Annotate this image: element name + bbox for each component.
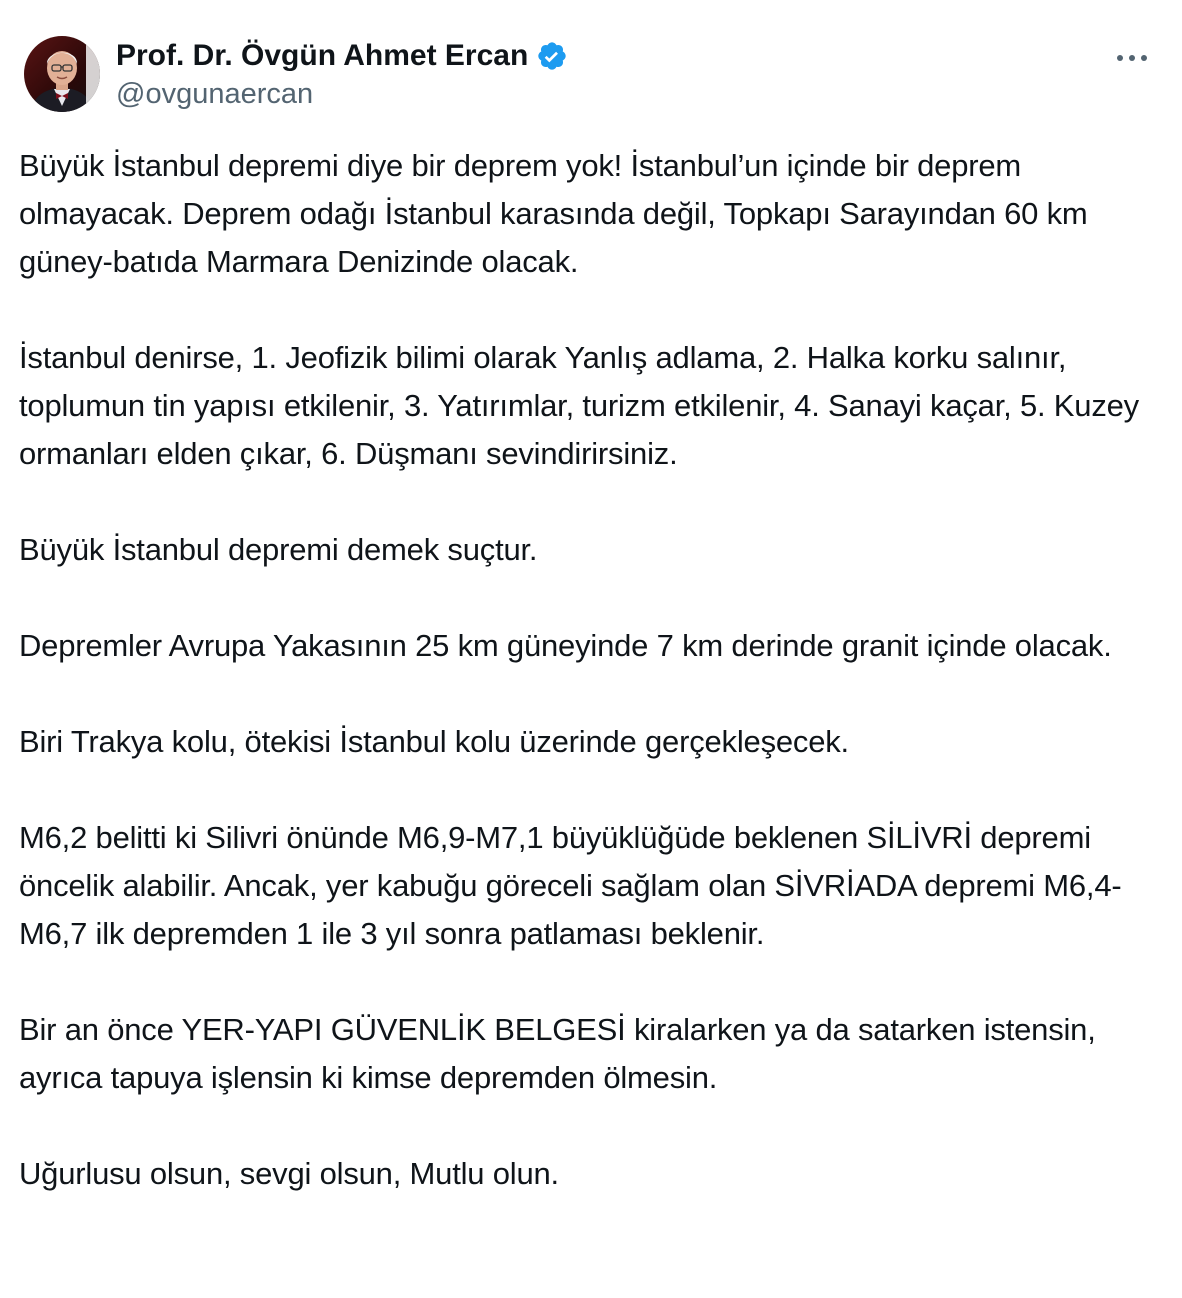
display-name[interactable]: Prof. Dr. Övgün Ahmet Ercan — [116, 39, 529, 72]
tweet-paragraph: Biri Trakya kolu, ötekisi İstanbul kolu üzerinde gerçekleşecek. — [19, 724, 849, 759]
avatar[interactable] — [24, 36, 100, 112]
verified-badge-icon[interactable] — [536, 40, 568, 72]
avatar-image — [24, 36, 100, 112]
display-name-row — [116, 38, 568, 74]
tweet-paragraph: Depremler Avrupa Yakasının 25 km güneyinde 7 km derinde granit içinde olacak. — [19, 628, 1112, 663]
author-names — [116, 38, 568, 111]
author-handle[interactable]: @ovgunaercan — [116, 78, 314, 110]
tweet-header — [22, 34, 1162, 120]
tweet-paragraph: M6,2 belitti ki Silivri önünde M6,9-M7,1 büyüklüğüde beklenen SİLİVRİ depremi öncelik alabilir. Ancak, yer kabuğu göreceli sağlam olan SİVRİADA depremi M6,4-M6,7 ilk depremden 1 ile 3 yıl sonra patlaması beklenir. — [19, 820, 1122, 951]
tweet-paragraph: İstanbul denirse, 1. Jeofizik bilimi olarak Yanlış adlama, 2. Halka korku salınır, toplumun tin yapısı etkilenir, 3. Yatırımlar, turizm etkilenir, 4. Sanayi kaçar, 5. Kuzey ormanları elden çıkar, 6. Düşmanı sevindirirsiniz. — [19, 340, 1139, 471]
tweet-text — [19, 142, 1169, 1198]
more-options-icon[interactable] — [1110, 40, 1154, 76]
tweet-paragraph: Büyük İstanbul depremi demek suçtur. — [19, 532, 538, 567]
tweet-paragraph: Bir an önce YER-YAPI GÜVENLİK BELGESİ kiralarken ya da satarken istensin, ayrıca tapuya işlensin ki kimse depremden ölmesin. — [19, 1012, 1096, 1095]
tweet-paragraph: Uğurlusu olsun, sevgi olsun, Mutlu olun. — [19, 1156, 559, 1191]
tweet-paragraph: Büyük İstanbul depremi diye bir deprem yok! İstanbul’un içinde bir deprem olmayacak. Deprem odağı İstanbul karasında değil, Topkapı Sarayından 60 km güney-batıda Marmara Denizinde olacak. — [19, 148, 1088, 279]
